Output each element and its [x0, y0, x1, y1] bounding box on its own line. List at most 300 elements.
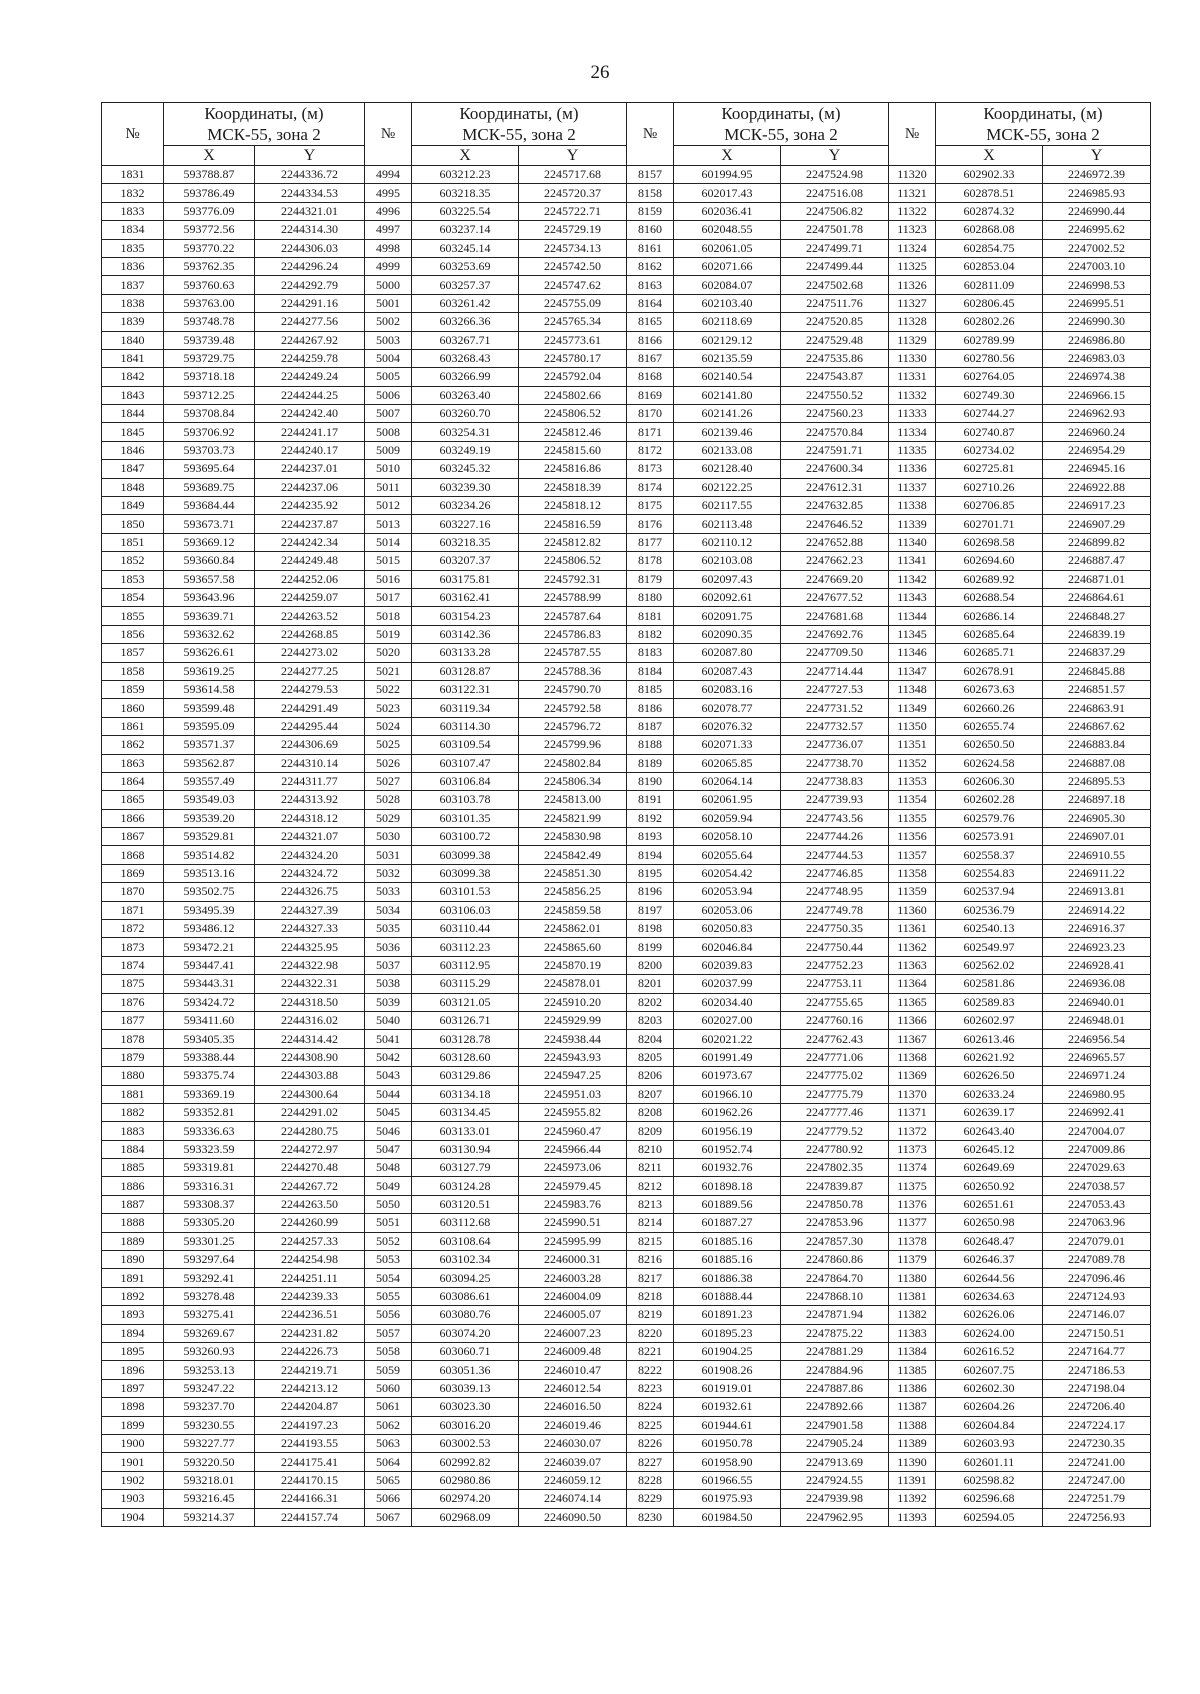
coord-y-cell: 2245802.66 — [519, 386, 627, 404]
point-number-cell: 8167 — [627, 349, 674, 367]
coord-y-cell: 2247186.53 — [1043, 1361, 1151, 1379]
coord-x-cell: 602135.59 — [674, 349, 781, 367]
point-number-cell: 8222 — [627, 1361, 674, 1379]
coord-x-cell: 602604.26 — [936, 1398, 1043, 1416]
coord-x-cell: 601919.01 — [674, 1379, 781, 1397]
point-number-cell: 1894 — [102, 1324, 164, 1342]
coord-group-header-1 — [164, 103, 365, 146]
coord-x-cell: 603102.34 — [412, 1251, 519, 1269]
point-number-cell: 1836 — [102, 257, 164, 275]
coord-x-cell: 602139.46 — [674, 423, 781, 441]
coord-y-cell: 2244313.92 — [255, 791, 365, 809]
coord-y-cell: 2247731.52 — [781, 699, 889, 717]
point-number-cell: 5040 — [365, 1011, 412, 1029]
coord-y-cell: 2244310.14 — [255, 754, 365, 772]
coord-x-cell: 603039.13 — [412, 1379, 519, 1397]
coord-y-cell: 2244259.78 — [255, 349, 365, 367]
coord-y-cell: 2247850.78 — [781, 1195, 889, 1213]
coord-x-cell: 593632.62 — [164, 625, 255, 643]
coord-y-cell: 2247913.69 — [781, 1453, 889, 1471]
coord-x-cell: 602645.12 — [936, 1140, 1043, 1158]
coord-y-cell: 2247560.23 — [781, 405, 889, 423]
point-number-cell: 5003 — [365, 331, 412, 349]
coord-x-cell: 602646.37 — [936, 1251, 1043, 1269]
point-number-cell: 1867 — [102, 828, 164, 846]
coord-x-cell: 602598.82 — [936, 1471, 1043, 1489]
point-number-cell: 8210 — [627, 1140, 674, 1158]
point-number-cell: 11322 — [889, 202, 936, 220]
coord-x-cell: 602141.80 — [674, 386, 781, 404]
point-number-cell: 5023 — [365, 699, 412, 717]
coord-x-cell: 593689.75 — [164, 478, 255, 496]
point-number-cell: 1866 — [102, 809, 164, 827]
coord-x-cell: 602606.30 — [936, 772, 1043, 790]
coord-y-cell: 2246914.22 — [1043, 901, 1151, 919]
point-number-cell: 1897 — [102, 1379, 164, 1397]
table-row — [102, 202, 1151, 220]
coord-x-cell: 603268.43 — [412, 349, 519, 367]
coord-x-cell: 593712.25 — [164, 386, 255, 404]
table-row — [102, 736, 1151, 754]
point-number-cell: 1842 — [102, 368, 164, 386]
table-row — [102, 1361, 1151, 1379]
coord-x-cell: 602540.13 — [936, 920, 1043, 938]
coord-y-cell: 2244157.74 — [255, 1508, 365, 1526]
point-number-cell: 1887 — [102, 1195, 164, 1213]
coord-y-cell: 2244213.12 — [255, 1379, 365, 1397]
point-number-cell: 8192 — [627, 809, 674, 827]
point-number-cell: 1851 — [102, 533, 164, 551]
point-number-cell: 8179 — [627, 570, 674, 588]
coord-x-cell: 601885.16 — [674, 1251, 781, 1269]
coord-group-subtitle: МСК-55, зона 2 — [986, 125, 1100, 144]
coord-y-cell: 2245806.34 — [519, 772, 627, 790]
point-number-cell: 11341 — [889, 552, 936, 570]
coord-x-cell: 593549.03 — [164, 791, 255, 809]
coord-y-cell: 2245966.44 — [519, 1140, 627, 1158]
coord-y-cell: 2246998.53 — [1043, 276, 1151, 294]
coord-x-cell: 602651.61 — [936, 1195, 1043, 1213]
coord-y-cell: 2245878.01 — [519, 975, 627, 993]
coord-y-cell: 2247692.76 — [781, 625, 889, 643]
point-number-cell: 8198 — [627, 920, 674, 938]
coord-y-cell: 2247762.43 — [781, 1030, 889, 1048]
point-number-cell: 1837 — [102, 276, 164, 294]
coord-x-cell: 593411.60 — [164, 1011, 255, 1029]
point-number-cell: 8181 — [627, 607, 674, 625]
point-number-cell: 5046 — [365, 1122, 412, 1140]
coord-x-cell: 593308.37 — [164, 1195, 255, 1213]
coord-x-cell: 603051.36 — [412, 1361, 519, 1379]
coord-x-cell: 602634.63 — [936, 1287, 1043, 1305]
coord-y-cell: 2247901.58 — [781, 1416, 889, 1434]
coord-x-cell: 603234.26 — [412, 497, 519, 515]
coord-y-cell: 2246983.03 — [1043, 349, 1151, 367]
coord-x-cell: 593772.56 — [164, 221, 255, 239]
point-number-cell: 8157 — [627, 166, 674, 184]
coord-x-cell: 603267.71 — [412, 331, 519, 349]
point-number-cell: 1899 — [102, 1416, 164, 1434]
coord-x-cell: 593557.49 — [164, 772, 255, 790]
coord-x-cell: 603245.32 — [412, 460, 519, 478]
table-row — [102, 754, 1151, 772]
coord-y-cell: 2244295.44 — [255, 717, 365, 735]
point-number-cell: 1863 — [102, 754, 164, 772]
point-number-cell: 11382 — [889, 1306, 936, 1324]
coordinates-table-container — [101, 102, 1124, 1527]
point-number-cell: 4997 — [365, 221, 412, 239]
point-number-cell: 8206 — [627, 1067, 674, 1085]
table-row — [102, 368, 1151, 386]
point-number-cell: 11374 — [889, 1159, 936, 1177]
point-number-cell: 11335 — [889, 441, 936, 459]
coord-y-cell: 2244306.69 — [255, 736, 365, 754]
coord-x-cell: 602113.48 — [674, 515, 781, 533]
coord-y-cell: 2246839.19 — [1043, 625, 1151, 643]
coord-x-cell: 593424.72 — [164, 993, 255, 1011]
coord-x-cell: 593619.25 — [164, 662, 255, 680]
point-number-cell: 8197 — [627, 901, 674, 919]
coord-x-cell: 602626.06 — [936, 1306, 1043, 1324]
point-number-cell: 8169 — [627, 386, 674, 404]
coord-x-cell: 602602.30 — [936, 1379, 1043, 1397]
coord-x-cell: 602694.60 — [936, 552, 1043, 570]
coord-x-cell: 593706.92 — [164, 423, 255, 441]
point-number-cell: 8178 — [627, 552, 674, 570]
point-number-cell: 1873 — [102, 938, 164, 956]
coord-y-cell: 2247520.85 — [781, 313, 889, 331]
point-number-cell: 1847 — [102, 460, 164, 478]
coord-y-cell: 2245786.83 — [519, 625, 627, 643]
coord-y-cell: 2245792.31 — [519, 570, 627, 588]
point-number-cell: 11345 — [889, 625, 936, 643]
coord-x-cell: 602140.54 — [674, 368, 781, 386]
coord-y-cell: 2246928.41 — [1043, 956, 1151, 974]
point-number-cell: 11387 — [889, 1398, 936, 1416]
table-row — [102, 294, 1151, 312]
coord-y-cell: 2245818.39 — [519, 478, 627, 496]
coord-x-cell: 603109.54 — [412, 736, 519, 754]
point-number-cell: 1833 — [102, 202, 164, 220]
coord-x-cell: 603239.30 — [412, 478, 519, 496]
point-number-cell: 5062 — [365, 1416, 412, 1434]
point-number-cell: 5057 — [365, 1324, 412, 1342]
coord-y-cell: 2246059.12 — [519, 1471, 627, 1489]
point-number-cell: 8174 — [627, 478, 674, 496]
coord-y-cell: 2245938.44 — [519, 1030, 627, 1048]
coord-y-cell: 2247857.30 — [781, 1232, 889, 1250]
coord-y-cell: 2245979.45 — [519, 1177, 627, 1195]
point-number-cell: 8161 — [627, 239, 674, 257]
coord-x-cell: 602054.42 — [674, 864, 781, 882]
coord-y-cell: 2247739.93 — [781, 791, 889, 809]
table-row — [102, 1434, 1151, 1452]
coord-x-cell: 593405.35 — [164, 1030, 255, 1048]
point-number-cell: 1850 — [102, 515, 164, 533]
coord-x-cell: 602878.51 — [936, 184, 1043, 202]
coord-y-cell: 2244270.48 — [255, 1159, 365, 1177]
coord-y-cell: 2247760.16 — [781, 1011, 889, 1029]
point-number-cell: 5004 — [365, 349, 412, 367]
coord-x-cell: 602087.80 — [674, 644, 781, 662]
table-row — [102, 1030, 1151, 1048]
coord-x-cell: 602789.99 — [936, 331, 1043, 349]
coord-y-cell: 2247881.29 — [781, 1343, 889, 1361]
coord-y-cell: 2247752.23 — [781, 956, 889, 974]
coord-x-cell: 601956.19 — [674, 1122, 781, 1140]
point-number-cell: 8225 — [627, 1416, 674, 1434]
coord-y-cell: 2247251.79 — [1043, 1490, 1151, 1508]
coord-y-cell: 2245859.58 — [519, 901, 627, 919]
coord-y-cell: 2246972.39 — [1043, 166, 1151, 184]
coord-y-cell: 2244249.48 — [255, 552, 365, 570]
coord-y-cell: 2245802.84 — [519, 754, 627, 772]
coord-y-cell: 2247753.11 — [781, 975, 889, 993]
point-number-cell: 5055 — [365, 1287, 412, 1305]
coord-y-cell: 2244322.98 — [255, 956, 365, 974]
coord-y-cell: 2244326.75 — [255, 883, 365, 901]
coord-group-title: Координаты, (м) — [983, 104, 1103, 123]
table-row — [102, 1122, 1151, 1140]
coord-x-cell: 602685.64 — [936, 625, 1043, 643]
point-number-cell: 5045 — [365, 1103, 412, 1121]
coord-y-cell: 2245813.00 — [519, 791, 627, 809]
table-row — [102, 1416, 1151, 1434]
coord-y-cell: 2244279.53 — [255, 680, 365, 698]
coord-x-cell: 603101.35 — [412, 809, 519, 827]
point-number-cell: 1904 — [102, 1508, 164, 1526]
table-row — [102, 166, 1151, 184]
coord-x-cell: 602061.05 — [674, 239, 781, 257]
point-number-cell: 5054 — [365, 1269, 412, 1287]
coord-group-subtitle: МСК-55, зона 2 — [724, 125, 838, 144]
coord-y-cell: 2244242.40 — [255, 405, 365, 423]
coord-y-cell: 2244324.20 — [255, 846, 365, 864]
coord-y-cell: 2246016.50 — [519, 1398, 627, 1416]
table-row — [102, 883, 1151, 901]
table-row — [102, 1508, 1151, 1526]
coord-y-cell: 2245792.04 — [519, 368, 627, 386]
coord-x-cell: 601887.27 — [674, 1214, 781, 1232]
point-number-cell: 8204 — [627, 1030, 674, 1048]
coord-y-cell: 2247669.20 — [781, 570, 889, 588]
y-header: Y — [255, 146, 365, 166]
coord-y-cell: 2245818.12 — [519, 497, 627, 515]
coord-y-cell: 2247591.71 — [781, 441, 889, 459]
coord-y-cell: 2247570.84 — [781, 423, 889, 441]
point-number-cell: 1888 — [102, 1214, 164, 1232]
coord-x-cell: 601952.74 — [674, 1140, 781, 1158]
coord-x-cell: 602064.14 — [674, 772, 781, 790]
point-number-cell: 1877 — [102, 1011, 164, 1029]
coord-y-cell: 2244336.72 — [255, 166, 365, 184]
table-row — [102, 809, 1151, 827]
coord-y-cell: 2244241.17 — [255, 423, 365, 441]
point-number-cell: 11367 — [889, 1030, 936, 1048]
coord-x-cell: 602650.50 — [936, 736, 1043, 754]
coord-y-cell: 2247499.44 — [781, 257, 889, 275]
coord-y-cell: 2244240.17 — [255, 441, 365, 459]
coord-y-cell: 2244296.24 — [255, 257, 365, 275]
coord-y-cell: 2244291.02 — [255, 1103, 365, 1121]
coord-x-cell: 593388.44 — [164, 1048, 255, 1066]
coord-x-cell: 602076.32 — [674, 717, 781, 735]
coord-x-cell: 593297.64 — [164, 1251, 255, 1269]
coord-y-cell: 2246845.88 — [1043, 662, 1151, 680]
table-row — [102, 717, 1151, 735]
table-row — [102, 938, 1151, 956]
coord-x-cell: 602734.02 — [936, 441, 1043, 459]
coord-y-cell: 2247652.88 — [781, 533, 889, 551]
coord-y-cell: 2246010.47 — [519, 1361, 627, 1379]
point-number-cell: 5008 — [365, 423, 412, 441]
coord-x-cell: 593595.09 — [164, 717, 255, 735]
coord-x-cell: 602128.40 — [674, 460, 781, 478]
point-number-cell: 5013 — [365, 515, 412, 533]
coord-x-cell: 593729.75 — [164, 349, 255, 367]
point-number-cell: 11360 — [889, 901, 936, 919]
point-number-cell: 1855 — [102, 607, 164, 625]
point-number-cell: 11333 — [889, 405, 936, 423]
coord-y-cell: 2247224.17 — [1043, 1416, 1151, 1434]
point-number-cell: 1858 — [102, 662, 164, 680]
coord-x-cell: 601991.49 — [674, 1048, 781, 1066]
coord-x-cell: 603134.45 — [412, 1103, 519, 1121]
point-number-cell: 4995 — [365, 184, 412, 202]
coord-x-cell: 601908.26 — [674, 1361, 781, 1379]
coord-x-cell: 602549.97 — [936, 938, 1043, 956]
coord-x-cell: 603260.70 — [412, 405, 519, 423]
table-row — [102, 1177, 1151, 1195]
coord-y-cell: 2244267.92 — [255, 331, 365, 349]
coord-y-cell: 2246030.07 — [519, 1434, 627, 1452]
point-number-cell: 5001 — [365, 294, 412, 312]
coord-y-cell: 2247884.96 — [781, 1361, 889, 1379]
point-number-cell: 5029 — [365, 809, 412, 827]
coord-x-cell: 603133.28 — [412, 644, 519, 662]
coord-y-cell: 2247738.83 — [781, 772, 889, 790]
coord-x-cell: 593760.63 — [164, 276, 255, 294]
coord-x-cell: 603080.76 — [412, 1306, 519, 1324]
coord-y-cell: 2247543.87 — [781, 368, 889, 386]
coord-x-cell: 593639.71 — [164, 607, 255, 625]
coord-x-cell: 602626.50 — [936, 1067, 1043, 1085]
coord-x-cell: 603023.30 — [412, 1398, 519, 1416]
table-row — [102, 1159, 1151, 1177]
point-number-cell: 8189 — [627, 754, 674, 772]
header-row-axes — [102, 146, 1151, 166]
coord-x-cell: 603245.14 — [412, 239, 519, 257]
coord-y-cell: 2247003.10 — [1043, 257, 1151, 275]
point-number-cell: 1859 — [102, 680, 164, 698]
coord-x-cell: 593539.20 — [164, 809, 255, 827]
coord-group-subtitle: МСК-55, зона 2 — [207, 125, 321, 144]
point-number-cell: 5022 — [365, 680, 412, 698]
coord-x-cell: 602117.55 — [674, 497, 781, 515]
coord-x-cell: 603127.79 — [412, 1159, 519, 1177]
point-number-cell: 8219 — [627, 1306, 674, 1324]
coord-y-cell: 2244254.98 — [255, 1251, 365, 1269]
coord-x-cell: 593669.12 — [164, 533, 255, 551]
coord-y-cell: 2246962.93 — [1043, 405, 1151, 423]
coord-x-cell: 602110.12 — [674, 533, 781, 551]
table-row — [102, 1103, 1151, 1121]
point-number-cell: 11331 — [889, 368, 936, 386]
coord-x-cell: 593443.31 — [164, 975, 255, 993]
coord-y-cell: 2244273.02 — [255, 644, 365, 662]
table-row — [102, 772, 1151, 790]
point-number-cell: 1893 — [102, 1306, 164, 1324]
point-number-cell: 11329 — [889, 331, 936, 349]
coord-x-cell: 603218.35 — [412, 533, 519, 551]
coord-x-cell: 602536.79 — [936, 901, 1043, 919]
coord-x-cell: 602034.40 — [674, 993, 781, 1011]
point-number-cell: 1880 — [102, 1067, 164, 1085]
coord-y-cell: 2245951.03 — [519, 1085, 627, 1103]
coord-x-cell: 593643.96 — [164, 588, 255, 606]
point-number-cell: 5047 — [365, 1140, 412, 1158]
point-number-cell: 5061 — [365, 1398, 412, 1416]
point-number-cell: 5065 — [365, 1471, 412, 1489]
coord-y-cell: 2245799.96 — [519, 736, 627, 754]
coord-x-cell: 601895.23 — [674, 1324, 781, 1342]
coord-y-cell: 2246948.01 — [1043, 1011, 1151, 1029]
point-number-cell: 8214 — [627, 1214, 674, 1232]
coord-x-cell: 593776.09 — [164, 202, 255, 220]
coord-y-cell: 2247732.57 — [781, 717, 889, 735]
table-row — [102, 993, 1151, 1011]
coord-x-cell: 603112.68 — [412, 1214, 519, 1232]
coord-y-cell: 2244291.49 — [255, 699, 365, 717]
point-number-cell: 11357 — [889, 846, 936, 864]
coordinates-table — [101, 102, 1151, 1527]
coord-x-cell: 603121.05 — [412, 993, 519, 1011]
point-number-cell: 1879 — [102, 1048, 164, 1066]
table-row — [102, 1287, 1151, 1305]
coord-y-cell: 2247662.23 — [781, 552, 889, 570]
table-row — [102, 349, 1151, 367]
coord-y-cell: 2246966.15 — [1043, 386, 1151, 404]
coord-y-cell: 2245851.30 — [519, 864, 627, 882]
point-number-cell: 11384 — [889, 1343, 936, 1361]
coord-x-cell: 601904.25 — [674, 1343, 781, 1361]
point-number-cell: 11325 — [889, 257, 936, 275]
coord-y-cell: 2245796.72 — [519, 717, 627, 735]
point-number-cell: 1882 — [102, 1103, 164, 1121]
coord-y-cell: 2244321.01 — [255, 202, 365, 220]
coord-y-cell: 2244219.71 — [255, 1361, 365, 1379]
coord-y-cell: 2247779.52 — [781, 1122, 889, 1140]
coord-x-cell: 603266.99 — [412, 368, 519, 386]
coord-y-cell: 2245806.52 — [519, 405, 627, 423]
coord-x-cell: 593571.37 — [164, 736, 255, 754]
coord-x-cell: 593486.12 — [164, 920, 255, 938]
coord-y-cell: 2246913.81 — [1043, 883, 1151, 901]
coord-x-cell: 603257.37 — [412, 276, 519, 294]
coord-x-cell: 593305.20 — [164, 1214, 255, 1232]
coord-x-cell: 593695.64 — [164, 460, 255, 478]
coord-y-cell: 2246848.27 — [1043, 607, 1151, 625]
coord-x-cell: 603175.81 — [412, 570, 519, 588]
coord-x-cell: 602725.81 — [936, 460, 1043, 478]
coord-y-cell: 2245995.99 — [519, 1232, 627, 1250]
coord-y-cell: 2247887.86 — [781, 1379, 889, 1397]
coord-x-cell: 603074.20 — [412, 1324, 519, 1342]
point-number-cell: 8205 — [627, 1048, 674, 1066]
coord-x-cell: 602689.92 — [936, 570, 1043, 588]
coord-x-cell: 603126.71 — [412, 1011, 519, 1029]
table-row — [102, 920, 1151, 938]
